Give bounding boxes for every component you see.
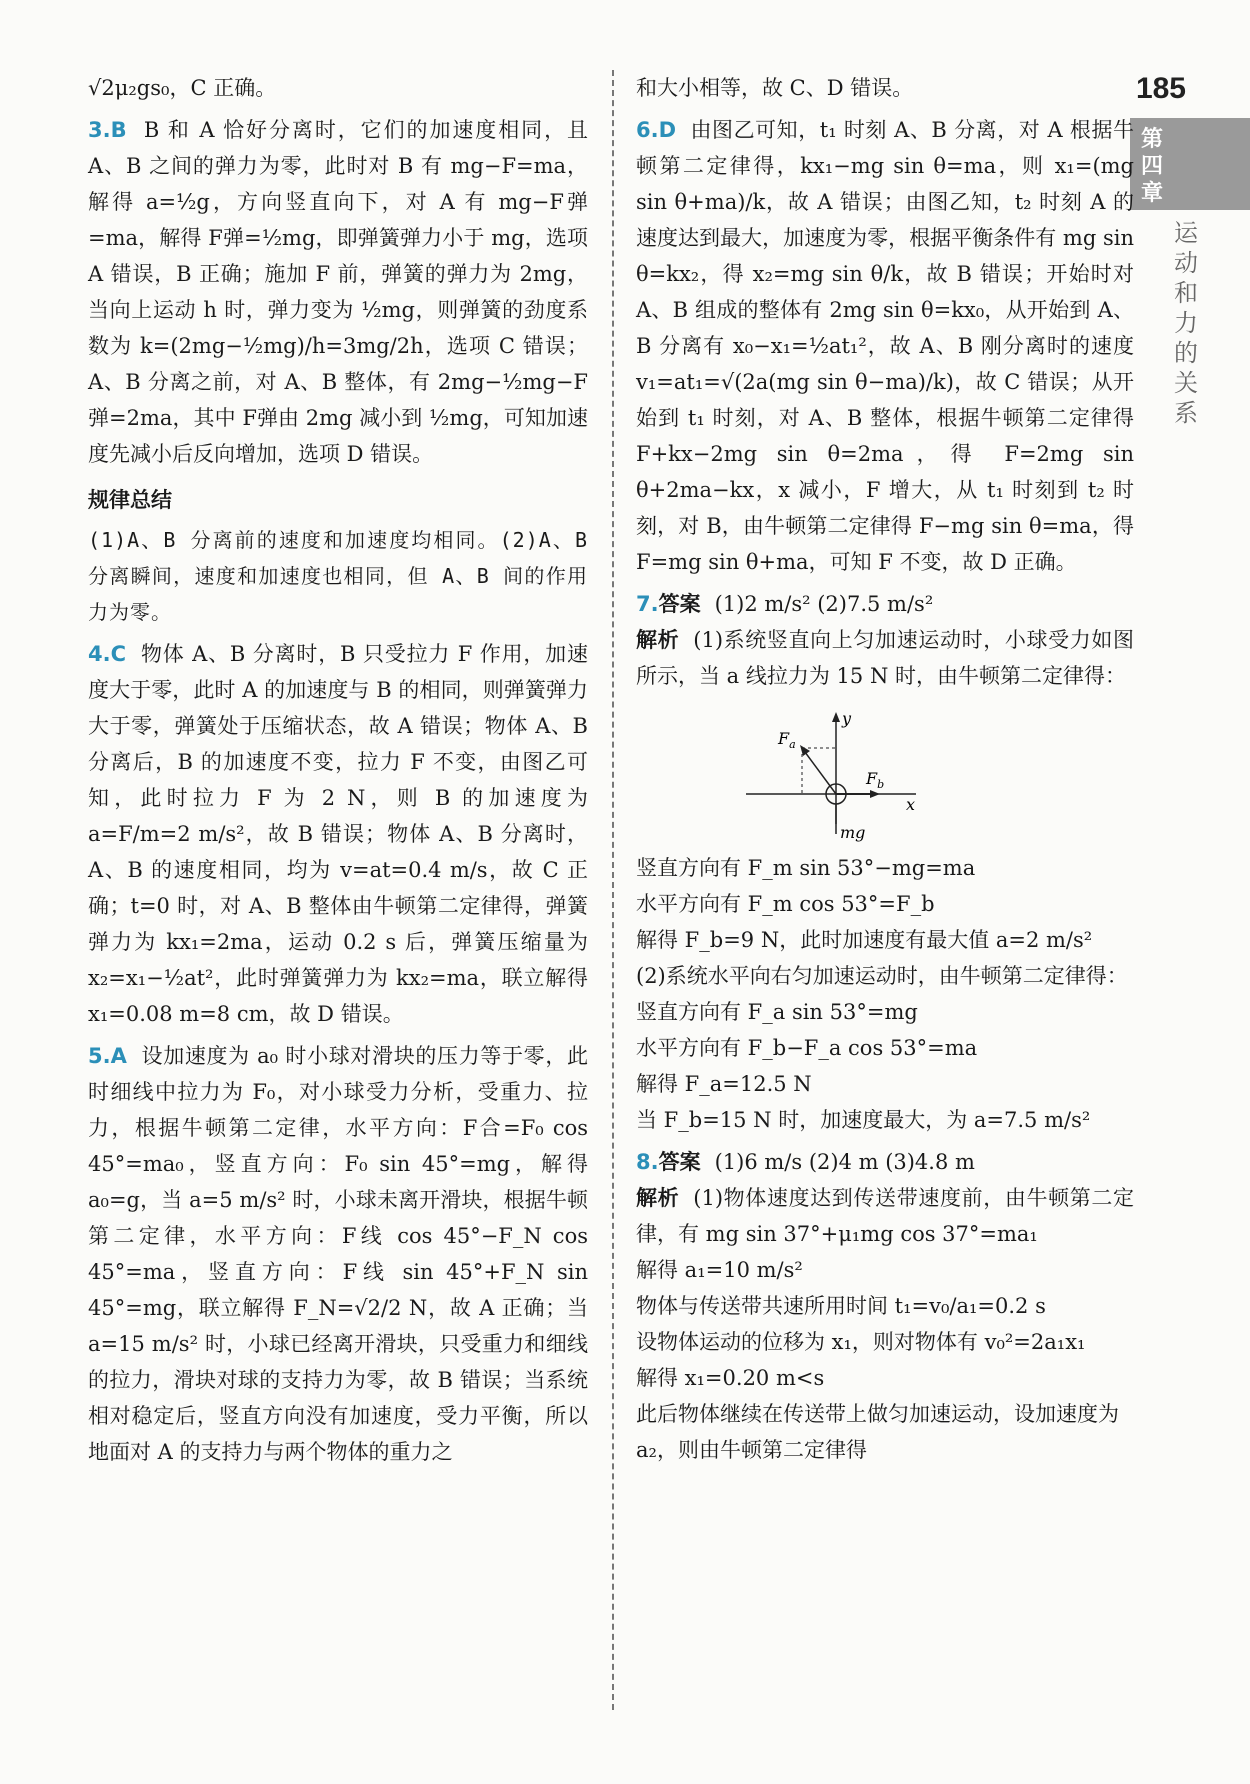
question-5 [88, 1038, 588, 1470]
analysis-text: (1)系统竖直向上匀加速运动时，小球受力如图所示，当 a 线拉力为 15 N 时，由牛顿第二定律得： [636, 628, 1134, 688]
analysis [636, 1180, 1134, 1252]
force-b-arrowhead [870, 790, 880, 798]
q8-line: 解得 a₁=10 m/s² [636, 1258, 803, 1282]
q7-line: 水平方向有 F_b−F_a cos 53°=ma [636, 1036, 978, 1060]
y-axis-arrow [832, 712, 840, 722]
q7-line: 水平方向有 F_m cos 53°=F_b [636, 892, 935, 916]
answer-letter: C [110, 642, 127, 666]
answer-text: (1)6 m/s (2)4 m (3)4.8 m [714, 1150, 975, 1174]
column-divider [612, 70, 614, 1710]
analysis-label: 解析 [636, 1186, 680, 1210]
question-number: 6. [636, 118, 659, 142]
analysis-text: (1)物体速度达到传送带速度前，由牛顿第二定律，有 mg sin 37°+μ₁mg cos 37°=ma₁ [636, 1186, 1134, 1246]
q7-line: 解得 F_a=12.5 N [636, 1072, 812, 1096]
solution-text: 由图乙可知，t₁ 时刻 A、B 分离，对 A 根据牛顿第二定律得，kx₁−mg sin θ=ma，则 x₁=(mg sin θ+ma)/k，故 A 错误；由图乙知，t₂ 时刻 A 的速度达到最大，加速度为零，根据平衡条件有 mg sin θ=kx₂，得 x₂=mg sin θ/k，故 B 错误；开始时对 A、B 组成的整体有 2mg sin θ=kx₀，从开始到 A、B 分离有 x₀−x₁=½at₁²，故 A、B 刚分离时的速度 v₁=at₁=√(2a(mg sin θ−ma)/k)，故 C 错误；从开始到 t₁ 时刻，对 A、B 整体，根据牛顿第二定律得 F+kx−2mg sin θ=2ma，得 F=2mg sin θ+2ma−kx，x 减小，F 增大，从 t₁ 时刻到 t₂ 时刻，对 B，由牛顿第二定律得 F−mg sin θ=ma，得 F=mg sin θ+ma，可知 F 不变，故 D 正确。 [636, 118, 1134, 574]
chapter-title: 运动和力的关系 [1174, 219, 1198, 427]
summary-text: (1)A、B 分离前的速度和加速度均相同。(2)A、B 分离瞬间，速度和加速度也相同，但 A、B 间的作用力为零。 [88, 528, 588, 624]
answer-label: 答案 [658, 1150, 701, 1174]
q8-line: 此后物体继续在传送带上做匀加速运动，设加速度为 a₂，则由牛顿第二定律得 [636, 1402, 1119, 1462]
label-fa: $F_a$ [778, 729, 796, 751]
chapter-tab-label: 第四章 [1140, 127, 1163, 206]
answer-letter: B [110, 118, 127, 142]
question-number: 5. [88, 1044, 111, 1068]
label-mg: mg [840, 823, 866, 842]
right-column [636, 70, 1134, 1474]
solution-text: B 和 A 恰好分离时，它们的加速度相同，且 A、B 之间的弹力为零，此时对 B 有 mg−F=ma，解得 a=½g，方向竖直向下，对 A 有 mg−F弹=ma，解得 F弹=½mg，即弹簧弹力小于 mg，选项 A 错误，B 正确；施加 F 前，弹簧的弹力为 2mg，当向上运动 h 时，弹力变为 ½mg，则弹簧的劲度系数为 k=(2mg−½mg)/h=3mg/2h，选项 C 错误；A、B 分离之前，对 A、B 整体，有 2mg−½mg−F弹=2ma，其中 F弹由 2mg 减小到 ½mg，可知加速度先减小后反向增加，选项 D 错误。 [88, 118, 588, 466]
question-number: 8. [636, 1150, 659, 1174]
q8-line: 物体与传送带共速所用时间 t₁=v₀/a₁=0.2 s [636, 1294, 1046, 1318]
q7-line: 竖直方向有 F_m sin 53°−mg=ma [636, 856, 976, 880]
question-4 [88, 636, 588, 1032]
q7-line: (2)系统水平向右匀加速运动时，由牛顿第二定律得： [636, 964, 1128, 988]
continued-text: 和大小相等，故 C、D 错误。 [636, 76, 914, 100]
solution-text: 设加速度为 a₀ 时小球对滑块的压力等于零，此时细线中拉力为 F₀，对小球受力分析，受重力、拉力，根据牛顿第二定律，水平方向：F合=F₀ cos 45°=ma₀，竖直方向：F₀ sin 45°=mg，解得 a₀=g，当 a=5 m/s² 时，小球未离开滑块，根据牛顿第二定律，水平方向：F线 cos 45°−F_N cos 45°=ma，竖直方向：F线 sin 45°+F_N sin 45°=mg，联立解得 F_N=√2/2 N，故 A 正确；当 a=15 m/s² 时，小球已经离开滑块，只受重力和细线的拉力，滑块对球的支持力为零，故 B 错误；当系统相对稳定后，竖直方向没有加速度，受力平衡，所以地面对 A 的支持力与两个物体的重力之 [88, 1044, 588, 1464]
question-number: 7. [636, 592, 659, 616]
summary-heading: 规律总结 [88, 488, 172, 512]
analysis-label: 解析 [636, 628, 680, 652]
left-column [88, 70, 588, 1476]
answer-text: (1)2 m/s² (2)7.5 m/s² [714, 592, 934, 616]
answer-label: 答案 [658, 592, 701, 616]
label-x: x [906, 795, 916, 814]
label-y: y [842, 709, 852, 728]
question-number: 3. [88, 118, 111, 142]
force-diagram [726, 704, 926, 844]
solution-text: 物体 A、B 分离时，B 只受拉力 F 作用，加速度大于零，此时 A 的加速度与 B 的相同，则弹簧弹力大于零，弹簧处于压缩状态，故 A 错误；物体 A、B 分离后，B 的加速度不变，拉力 F 不变，由图乙可知，此时拉力 F 为 2 N，则 B 的加速度为 a=F/m=2 m/s²，故 B 错误；物体 A、B 分离时，A、B 的速度相同，均为 v=at=0.4 m/s，故 C 正确；t=0 时，对 A、B 整体由牛顿第二定律得，弹簧弹力为 kx₁=2ma，运动 0.2 s 后，弹簧压缩量为 x₂=x₁−½at²，此时弹簧弹力为 kx₂=ma，联立解得 x₁=0.08 m=8 cm，故 D 错误。 [88, 642, 588, 1026]
page-number: 185 [1135, 72, 1186, 105]
answer-letter: D [658, 118, 677, 142]
q8-line: 解得 x₁=0.20 m<s [636, 1366, 825, 1390]
analysis [636, 622, 1134, 694]
question-8 [636, 1144, 1134, 1468]
q7-line: 竖直方向有 F_a sin 53°=mg [636, 1000, 918, 1024]
q8-line: 设物体运动的位移为 x₁，则对物体有 v₀²=2a₁x₁ [636, 1330, 1086, 1354]
force-a-arrow [802, 748, 836, 794]
q7-line: 解得 F_b=9 N，此时加速度有最大值 a=2 m/s² [636, 928, 1093, 952]
label-fb: $F_b$ [866, 769, 885, 791]
question-3 [88, 112, 588, 472]
question-7 [636, 586, 1134, 1138]
q7-line: 当 F_b=15 N 时，加速度最大，为 a=7.5 m/s² [636, 1108, 1091, 1132]
continued-text: √2μ₂gs₀，C 正确。 [88, 76, 277, 100]
answer-letter: A [110, 1044, 127, 1068]
question-6 [636, 112, 1134, 580]
question-number: 4. [88, 642, 111, 666]
